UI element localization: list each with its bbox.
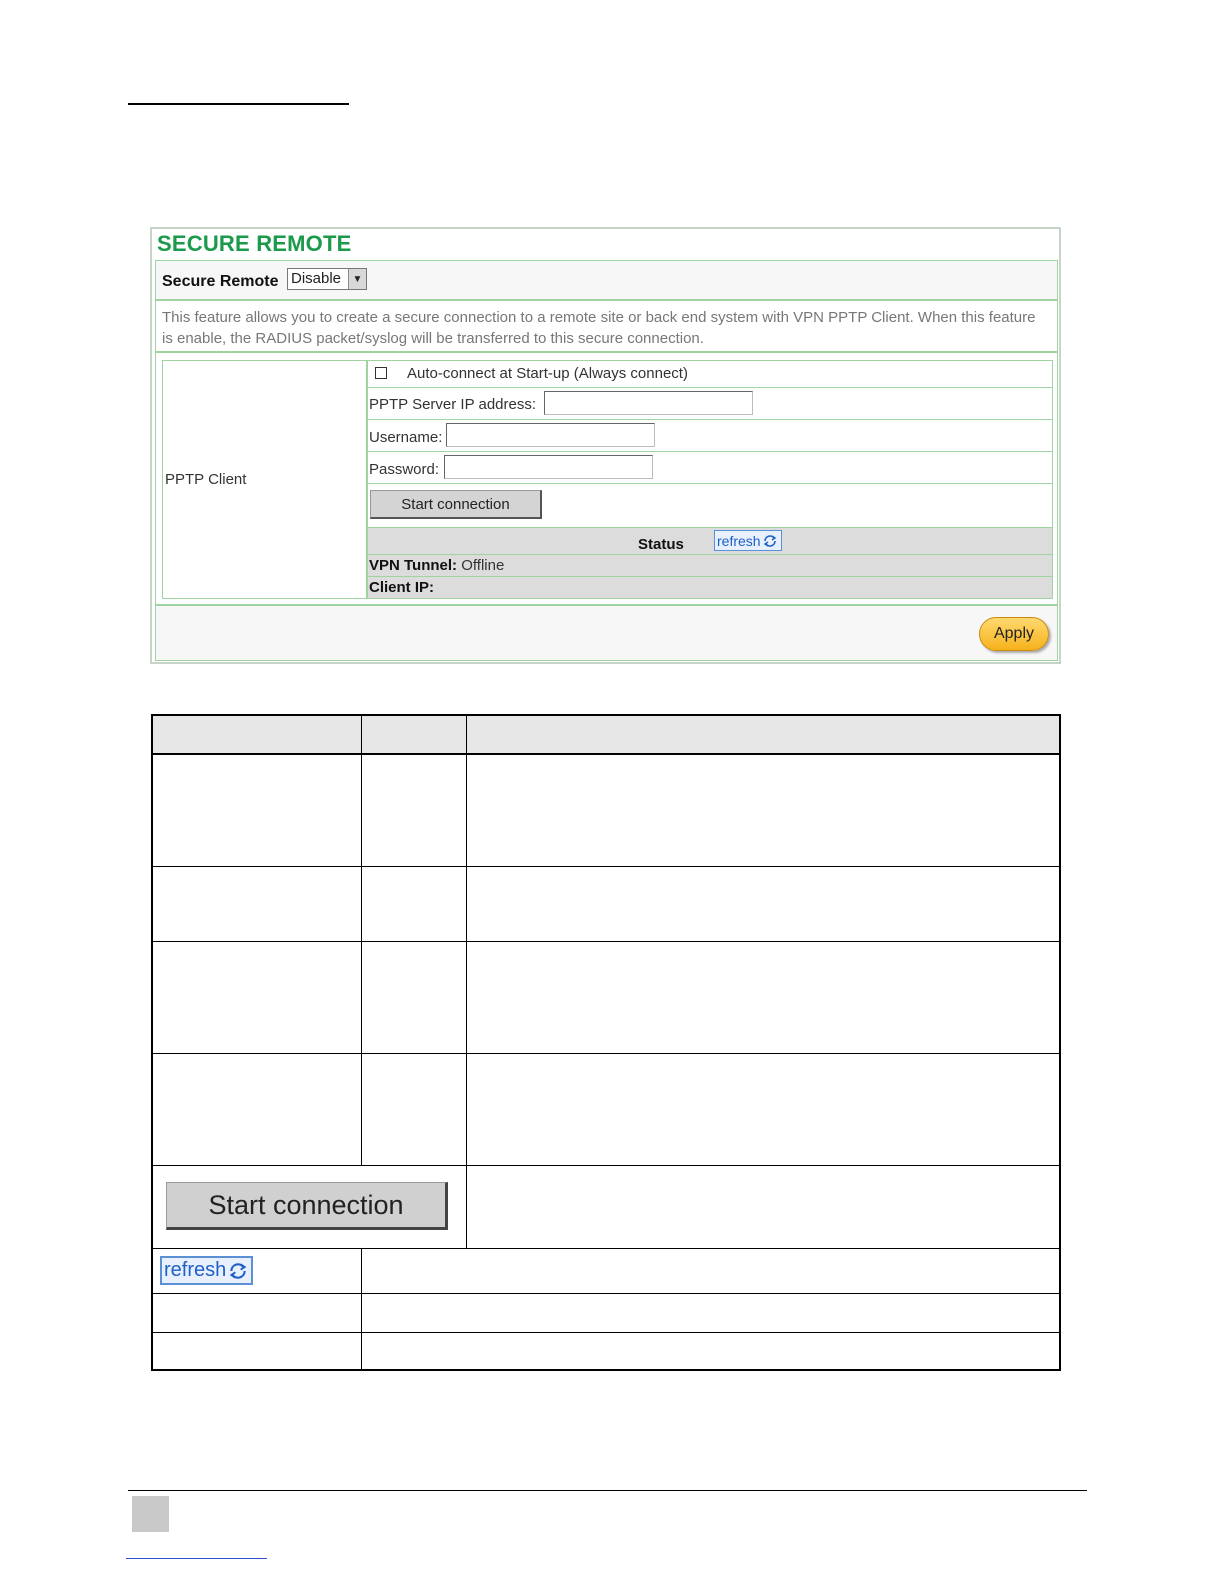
apply-row xyxy=(155,605,1058,661)
table-divider xyxy=(153,1053,1059,1054)
pptp-client-section xyxy=(155,352,1058,605)
password-label: Password: xyxy=(369,461,440,478)
pptp-client-label: PPTP Client xyxy=(165,471,247,488)
refresh-icon xyxy=(226,1260,250,1282)
table-refresh-label: refresh xyxy=(164,1259,227,1281)
table-column-line xyxy=(361,1248,362,1369)
autoconnect-checkbox[interactable] xyxy=(375,367,387,379)
table-column-line xyxy=(466,716,467,1248)
chevron-down-icon[interactable]: ▼ xyxy=(348,269,366,289)
table-divider xyxy=(153,1332,1059,1333)
table-start-connection-button[interactable]: Start connection xyxy=(166,1182,448,1230)
autoconnect-label: Auto-connect at Start-up (Always connect) xyxy=(407,365,688,382)
secure-remote-selected: Disable xyxy=(291,270,342,287)
server-ip-label: PPTP Server IP address: xyxy=(369,396,537,413)
table-divider xyxy=(153,1293,1059,1294)
apply-button[interactable]: Apply xyxy=(979,617,1049,651)
username-input[interactable] xyxy=(446,423,655,447)
secure-remote-row xyxy=(155,260,1058,300)
vpn-tunnel-row xyxy=(368,555,1052,577)
vpn-tunnel-label: VPN Tunnel: xyxy=(369,557,458,574)
username-label: Username: xyxy=(369,429,443,446)
pptp-label-cell xyxy=(162,360,367,599)
password-input[interactable] xyxy=(444,455,653,479)
description-row xyxy=(155,300,1058,352)
table-divider xyxy=(153,941,1059,942)
secure-remote-label: Secure Remote xyxy=(162,273,279,290)
vpn-tunnel-value: Offline xyxy=(461,557,505,574)
refresh-button[interactable] xyxy=(714,530,782,551)
page-number-box xyxy=(132,1496,169,1532)
secure-remote-select[interactable] xyxy=(287,268,367,290)
footer-rule xyxy=(128,1490,1087,1491)
password-row xyxy=(368,452,1052,484)
client-ip-row xyxy=(368,577,1052,598)
panel-title: SECURE REMOTE xyxy=(157,231,352,256)
status-header-row xyxy=(368,528,1052,555)
autoconnect-row xyxy=(368,361,1052,388)
start-connection-button[interactable]: Start connection xyxy=(370,490,542,519)
table-header-row xyxy=(153,716,1059,755)
refresh-label: refresh xyxy=(717,532,761,549)
refresh-icon xyxy=(761,533,779,549)
table-row xyxy=(153,1166,466,1248)
secure-remote-panel xyxy=(150,227,1061,664)
table-column-line xyxy=(361,716,362,1165)
server-ip-input[interactable] xyxy=(544,391,753,415)
table-row xyxy=(153,1249,361,1293)
server-ip-row xyxy=(368,388,1052,420)
table-divider xyxy=(153,866,1059,867)
footer-link[interactable] xyxy=(126,1558,267,1559)
header-rule xyxy=(128,103,349,105)
client-ip-label: Client IP: xyxy=(369,579,435,596)
feature-description: This feature allows you to create a secure connection to a remote site or back end system with VPN PPTP Client. When this feature is enable, the RADIUS packet/syslog will be transferred to this secure connection. xyxy=(162,309,1036,347)
pptp-settings xyxy=(367,360,1053,599)
start-row xyxy=(368,484,1052,528)
username-row xyxy=(368,420,1052,452)
table-divider xyxy=(153,753,1059,755)
table-refresh-button[interactable] xyxy=(160,1256,253,1285)
status-heading: Status xyxy=(638,536,684,553)
description-table xyxy=(151,714,1061,1371)
